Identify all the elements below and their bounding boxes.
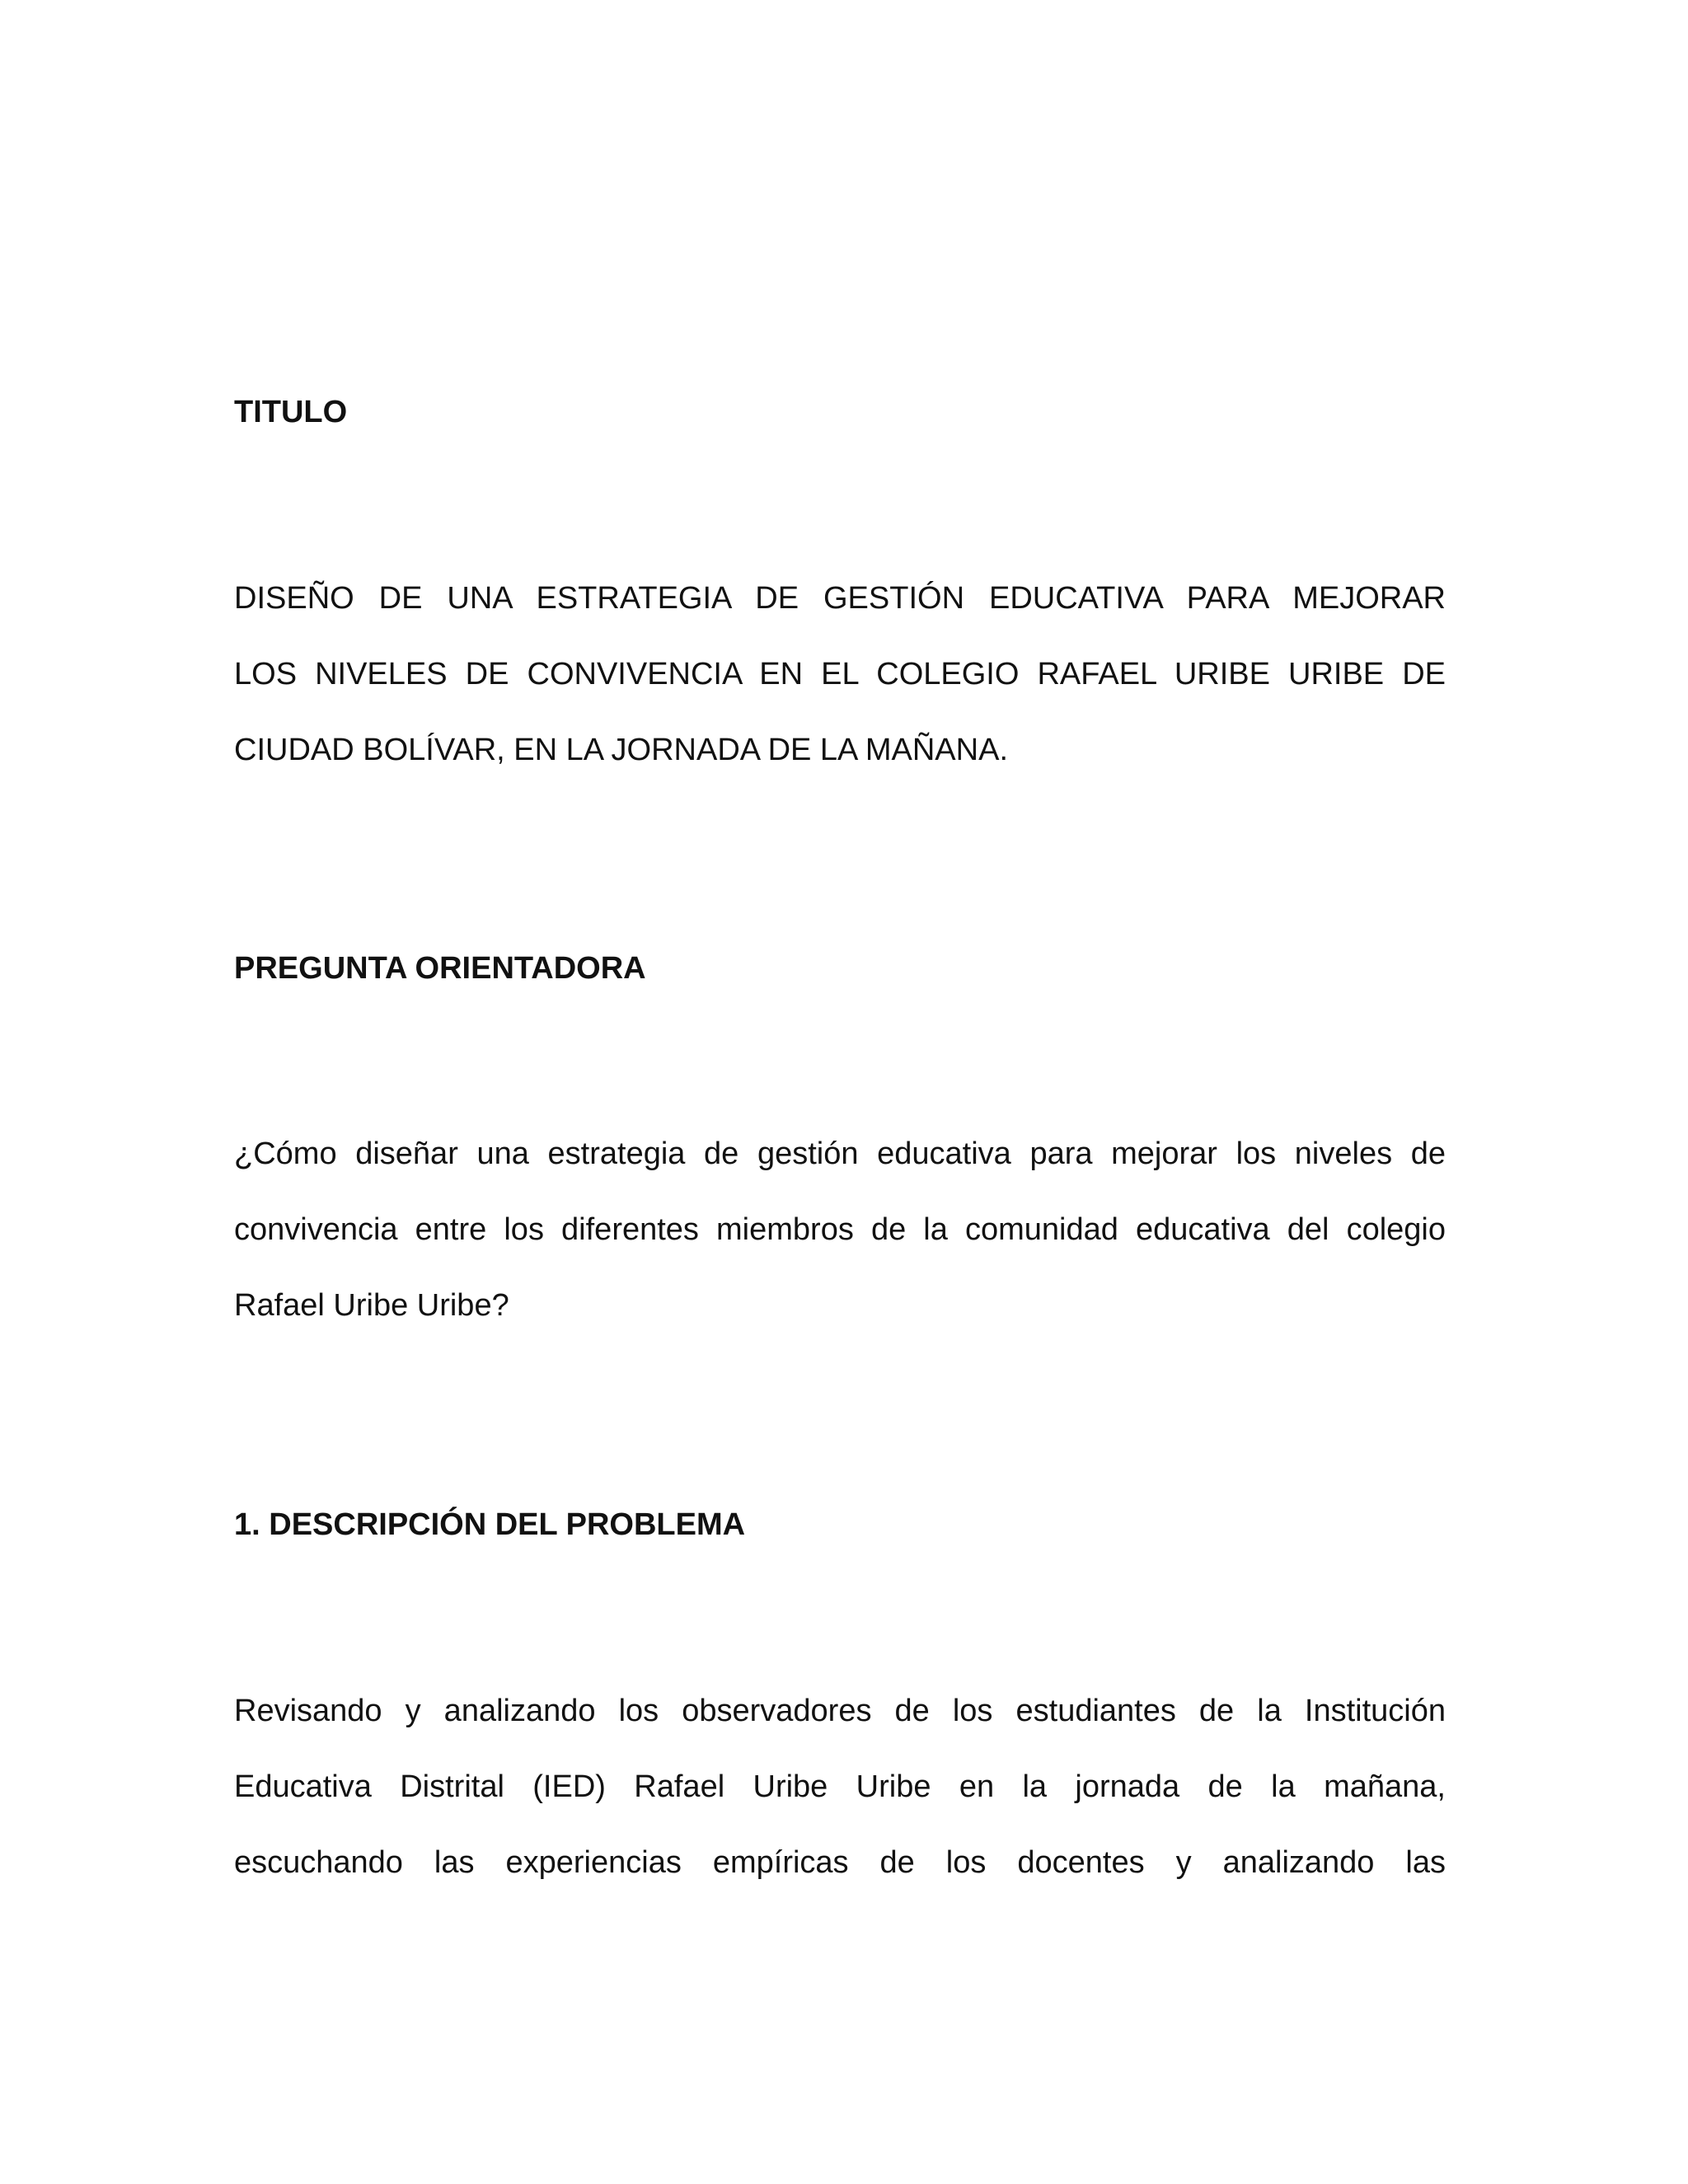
text-line: Revisando y analizando los observadores de los estudiantes de la Institución [234, 1694, 1446, 1728]
section-heading-descripcion: 1. DESCRIPCIÓN DEL PROBLEMA [234, 1507, 746, 1542]
text-line: CIUDAD BOLÍVAR, EN LA JORNADA DE LA MAÑANA. [234, 733, 1008, 767]
text-line: Rafael Uribe Uribe? [234, 1288, 509, 1323]
description-paragraph [234, 1673, 1446, 1900]
text-line: ¿Cómo diseñar una estrategia de gestión educativa para mejorar los niveles de [234, 1137, 1446, 1171]
text-line: escuchando las experiencias empíricas de los docentes y analizando las [234, 1845, 1446, 1880]
text-line: Educativa Distrital (IED) Rafael Uribe Uribe en la jornada de la mañana, [234, 1769, 1446, 1804]
text-line: convivencia entre los diferentes miembros de la comunidad educativa del colegio [234, 1212, 1446, 1247]
section-heading-titulo: TITULO [234, 395, 348, 429]
text-line: LOS NIVELES DE CONVIVENCIA EN EL COLEGIO RAFAEL URIBE URIBE DE [234, 657, 1446, 691]
title-paragraph [234, 560, 1446, 788]
text-line: DISEÑO DE UNA ESTRATEGIA DE GESTIÓN EDUCATIVA PARA MEJORAR [234, 581, 1446, 616]
question-paragraph [234, 1116, 1446, 1343]
section-heading-pregunta: PREGUNTA ORIENTADORA [234, 951, 646, 986]
